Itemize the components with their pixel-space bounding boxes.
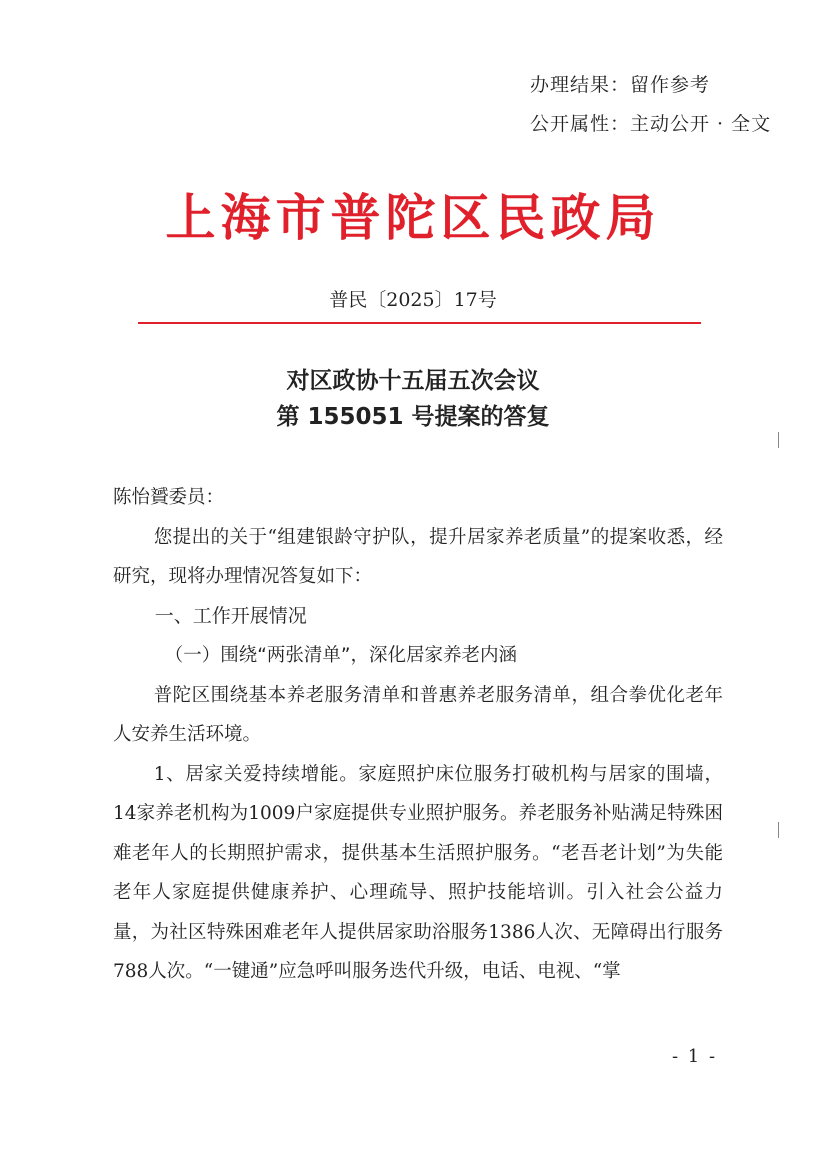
handling-result-label: 办理结果： xyxy=(530,74,631,96)
red-divider-line xyxy=(138,322,701,324)
margin-mark xyxy=(778,822,779,838)
handling-result xyxy=(530,70,710,97)
body-paragraph: 普陀区围绕基本养老服务清单和普惠养老服务清单，组合拳优化老年人安养生活环境。 xyxy=(113,684,723,745)
page-number: - 1 - xyxy=(672,1046,718,1067)
body-paragraph: 1、居家关爱持续增能。家庭照护床位服务打破机构与居家的围墙，14家养老机构为1009户家庭提供专业照护服务。养老服务补贴满足特殊困难老年人的长期照护需求，提供基本生活照护服务。“老吾老计划”为失能老年人家庭提供健康养护、心理疏导、照护技能培训。引入社会公益力量，为社区特殊困难老年人提供居家助浴服务1386人次、无障碍出行服务788人次。“一键通”应急呼叫服务迭代升级，电话、电视、“掌 xyxy=(113,763,723,982)
publicity-attribute xyxy=(530,109,771,136)
intro-paragraph: 您提出的关于“组建银龄守护队，提升居家养老质量”的提案收悉，经研究，现将办理情况答复如下： xyxy=(113,526,723,587)
document-title-line-2: 第 155051 号提案的答复 xyxy=(276,404,550,430)
section-heading: 一、工作开展情况 xyxy=(154,604,307,627)
publicity-label: 公开属性： xyxy=(530,113,631,135)
margin-mark xyxy=(778,432,779,448)
document-number: 普民〔2025〕17号 xyxy=(329,289,497,311)
subsection-heading: （一）围绕“两张清单”，深化居家养老内涵 xyxy=(164,645,517,666)
handling-result-value: 留作参考 xyxy=(630,74,711,96)
salutation: 陈怡贇委员： xyxy=(113,487,225,508)
publicity-value: 主动公开 · 全文 xyxy=(630,113,772,135)
document-body xyxy=(113,478,723,992)
document-title-line-1: 对区政协十五届五次会议 xyxy=(286,368,540,394)
issuing-organization: 上海市普陀区民政局 xyxy=(165,189,661,247)
